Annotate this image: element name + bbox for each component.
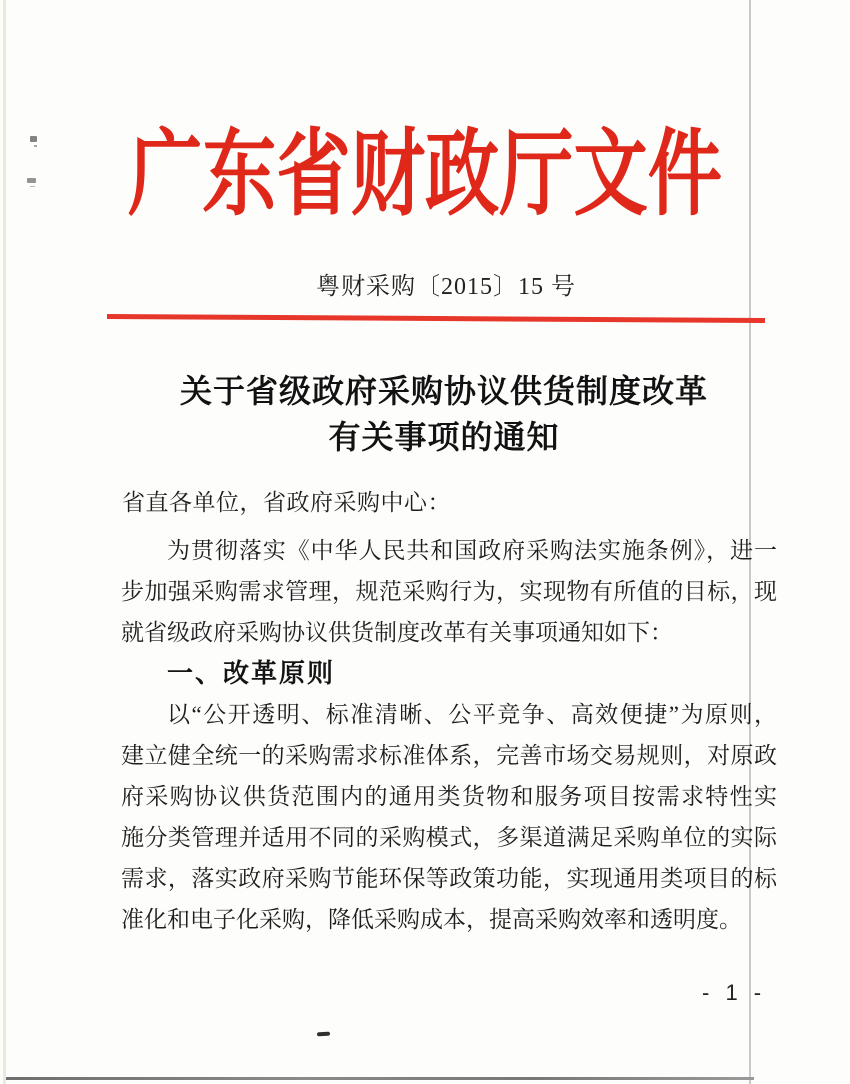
- salutation: 省直各单位，省政府采购中心：: [122, 490, 451, 515]
- section-heading: 一、改革原则: [167, 658, 336, 688]
- document-number: 粤财采购〔2015〕15 号: [316, 274, 576, 300]
- letterhead-title: 广东省财政厅文件: [127, 123, 723, 227]
- body-line: 建立健全统一的采购需求标准体系，完善市场交易规则，对原政: [121, 743, 777, 768]
- document-title-line-1: 关于省级政府采购协议供货制度改革: [179, 373, 708, 409]
- document-title-line-2: 有关事项的通知: [328, 419, 560, 455]
- body-line: 步加强采购需求管理，规范采购行为，实现物有所值的目标，现: [121, 579, 777, 604]
- letterhead: [0, 123, 850, 227]
- scan-bottom-edge-shadow: [6, 1077, 754, 1080]
- body-line: 施分类管理并适用不同的采购模式，多渠道满足采购单位的实际: [121, 825, 777, 850]
- body-line: 以“公开透明、标准清晰、公平竞争、高效便捷”为原则，: [167, 702, 777, 727]
- body-line: 就省级政府采购协议供货制度改革有关事项通知如下：: [121, 620, 673, 645]
- dash-mark: [317, 1032, 330, 1037]
- body-line: 准化和电子化采购，降低采购成本，提高采购效率和透明度。: [121, 907, 742, 932]
- page-number: - 1 -: [702, 980, 767, 1005]
- body-line: 需求，落实政府采购节能环保等政策功能，实现通用类项目的标: [121, 866, 777, 891]
- red-separator-rule: [107, 314, 765, 323]
- body-text: [121, 530, 777, 940]
- body-line: 为贯彻落实《中华人民共和国政府采购法实施条例》，进一: [167, 538, 777, 563]
- body-line: 府采购协议供货范围内的通用类货物和服务项目按需求特性实: [121, 784, 777, 809]
- document-title: [110, 368, 778, 460]
